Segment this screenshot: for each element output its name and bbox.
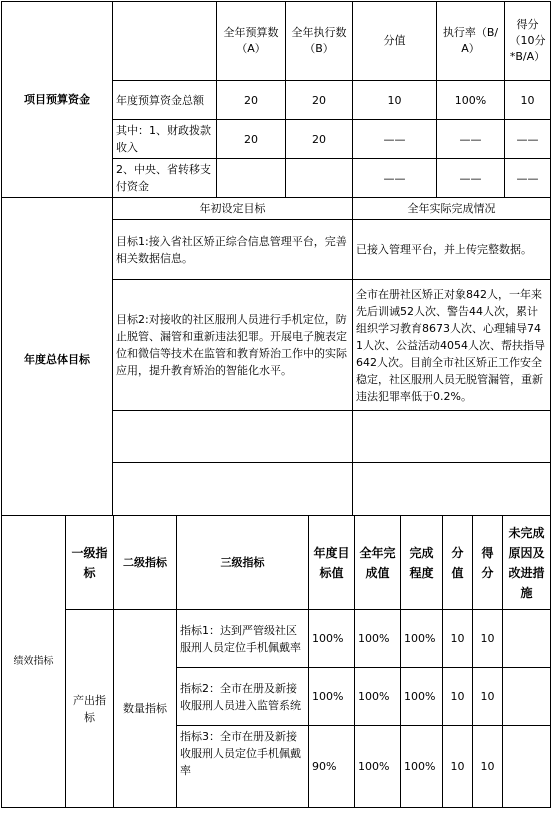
indicator-score-value: 10 [443, 668, 473, 726]
level2-value: 数量指标 [114, 610, 177, 808]
performance-table [1, 515, 551, 808]
level1-value: 产出指标 [66, 610, 114, 808]
budget-row-rate: —— [437, 159, 505, 198]
budget-row-score: —— [505, 159, 551, 198]
header-score-value: 分值 [353, 2, 437, 81]
indicator-text: 指标1：达到严管级社区服刑人员定位手机佩戴率 [177, 610, 309, 668]
budget-row-label: 2、中央、省转移支付资金 [113, 159, 217, 198]
goal-actual [353, 411, 551, 463]
budget-row-budget: 20 [217, 120, 286, 159]
indicator-completion: 100% [355, 726, 401, 808]
budget-section-label: 项目预算资金 [2, 2, 113, 198]
goals-header-actual: 全年实际完成情况 [353, 198, 551, 220]
goal-target: 目标1:接入省社区矫正综合信息管理平台，完善相关数据信息。 [113, 220, 353, 280]
indicator-score: 10 [473, 668, 503, 726]
performance-row [2, 610, 551, 668]
budget-row-budget [217, 159, 286, 198]
budget-row-score: —— [505, 120, 551, 159]
goal-actual: 全市在册社区矫正对象842人，一年来先后训诫52人次、警告44人次，累计组织学习教育8673人次、心理辅导741人次、公益活动4054人次、帮扶指导642人次。目前全市社区矫正工作安全稳定，社区服刑人员无脱管漏管，重新违法犯罪率低于0.2%。 [353, 280, 551, 411]
goals-header-initial: 年初设定目标 [113, 198, 353, 220]
budget-row-score-value: 10 [353, 81, 437, 120]
budget-row-execution: 20 [286, 120, 353, 159]
budget-header-blank [113, 2, 217, 81]
goal-target: 目标2:对接收的社区服刑人员进行手机定位，防止脱管、漏管和重新违法犯罪。开展电子腕表定位和微信等技术在监管和教育矫治工作中的实际应用，提升教育矫治的智能化水平。 [113, 280, 353, 411]
budget-header-row [2, 2, 551, 81]
indicator-text: 指标3：全市在册及新接收服刑人员定位手机佩戴率 [177, 726, 309, 808]
indicator-target: 100% [309, 668, 355, 726]
budget-row-score-value: —— [353, 159, 437, 198]
goal-actual [353, 463, 551, 521]
goals-section-label: 年度总体目标 [2, 198, 113, 521]
indicator-reason [503, 610, 551, 668]
header-perf-score: 得分 [473, 516, 503, 610]
header-level1: 一级指标 [66, 516, 114, 610]
indicator-reason [503, 726, 551, 808]
budget-goals-table [1, 1, 551, 521]
indicator-score-value: 10 [443, 610, 473, 668]
indicator-completion: 100% [355, 610, 401, 668]
indicator-target: 100% [309, 610, 355, 668]
budget-row-budget: 20 [217, 81, 286, 120]
indicator-degree: 100% [401, 668, 443, 726]
header-annual-target: 年度目标值 [309, 516, 355, 610]
header-level3: 三级指标 [177, 516, 309, 610]
header-perf-score-value: 分值 [443, 516, 473, 610]
indicator-completion: 100% [355, 668, 401, 726]
goal-target [113, 411, 353, 463]
budget-row-label: 其中：1、财政拨款收入 [113, 120, 217, 159]
indicator-text: 指标2：全市在册及新接收服刑人员进入监管系统 [177, 668, 309, 726]
header-degree: 完成程度 [401, 516, 443, 610]
indicator-score: 10 [473, 726, 503, 808]
goal-actual: 已接入管理平台，并上传完整数据。 [353, 220, 551, 280]
header-annual-execution: 全年执行数（B） [286, 2, 353, 81]
budget-row-score-value: —— [353, 120, 437, 159]
budget-row-score: 10 [505, 81, 551, 120]
performance-section-label: 绩效指标 [2, 516, 66, 808]
goals-header-row [2, 198, 551, 220]
goal-target [113, 463, 353, 521]
indicator-target: 90% [309, 726, 355, 808]
header-annual-budget: 全年预算数（A） [217, 2, 286, 81]
budget-row-rate: 100% [437, 81, 505, 120]
header-reason: 未完成原因及改进措施 [503, 516, 551, 610]
indicator-degree: 100% [401, 610, 443, 668]
budget-row-execution [286, 159, 353, 198]
indicator-degree: 100% [401, 726, 443, 808]
indicator-score-value: 10 [443, 726, 473, 808]
header-execution-rate: 执行率（B/A） [437, 2, 505, 81]
performance-header-row [2, 516, 551, 610]
budget-row-label: 年度预算资金总额 [113, 81, 217, 120]
header-annual-completion: 全年完成值 [355, 516, 401, 610]
header-score: 得分（10分*B/A） [505, 2, 551, 81]
budget-row-execution: 20 [286, 81, 353, 120]
header-level2: 二级指标 [114, 516, 177, 610]
budget-row-rate: —— [437, 120, 505, 159]
indicator-reason [503, 668, 551, 726]
indicator-score: 10 [473, 610, 503, 668]
